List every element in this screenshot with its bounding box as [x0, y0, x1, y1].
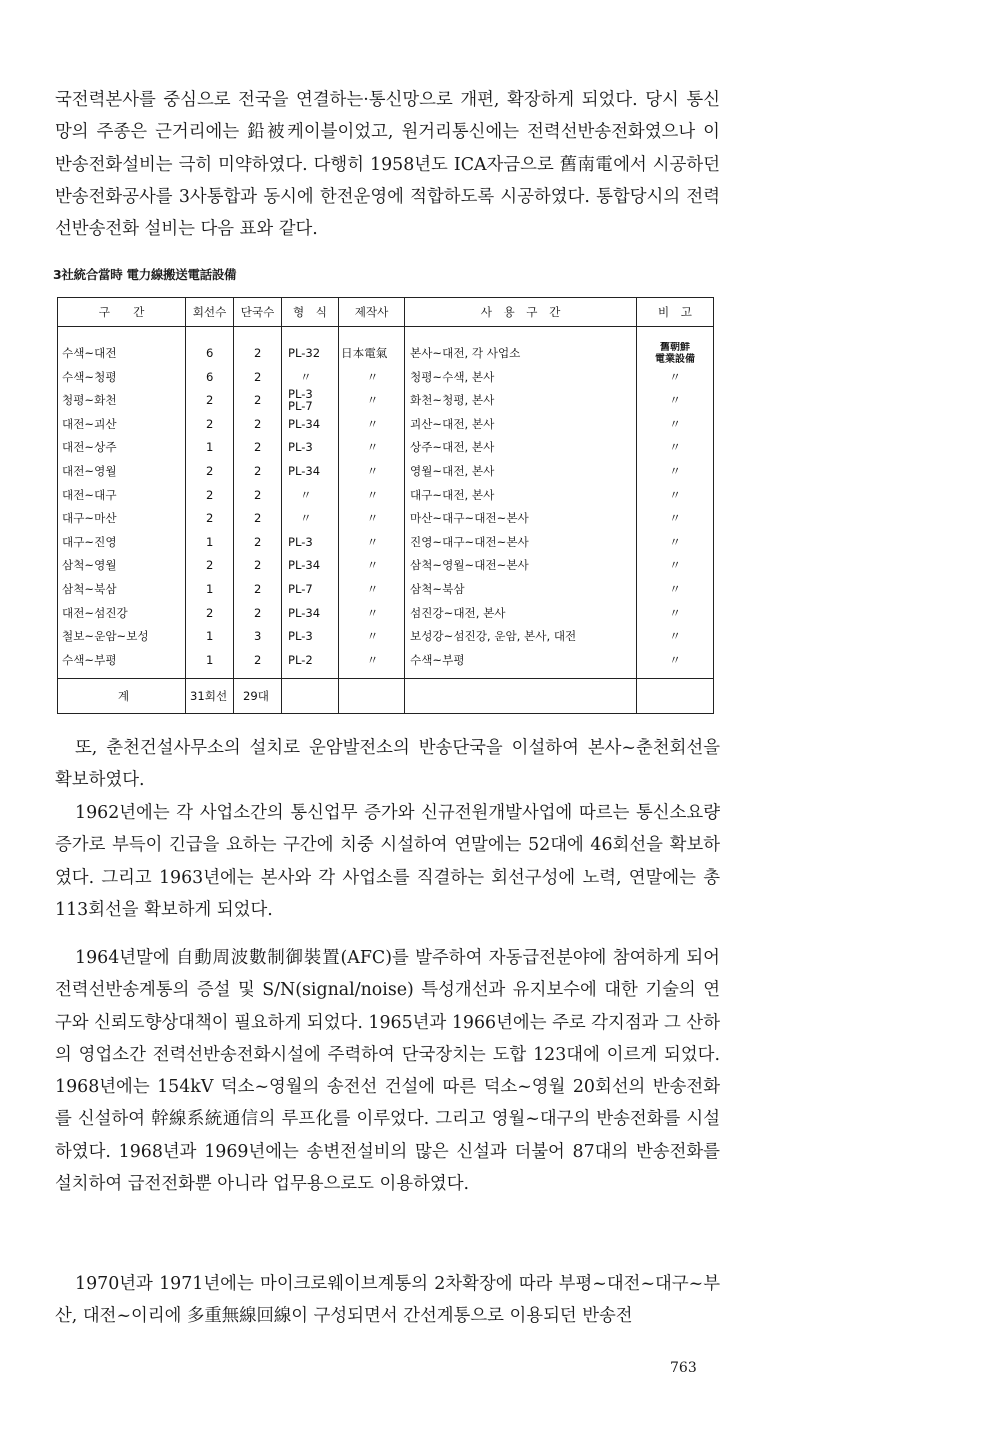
maker-cell: 〃: [366, 652, 379, 667]
remark-cell: 〃: [669, 393, 681, 408]
section-cell: 청평~화천: [62, 393, 117, 408]
total-usage-empty: [405, 679, 637, 714]
type-cell-line: PL-3: [288, 389, 313, 402]
terminals-cell: 3: [254, 629, 262, 644]
remark-cell: 〃: [669, 605, 681, 620]
remark-cell: 〃: [669, 629, 681, 644]
section-cell: 대구~진영: [62, 534, 117, 549]
maker-cell: 〃: [366, 416, 379, 431]
remark-cell: 〃: [669, 369, 681, 384]
page-number: 763: [670, 1360, 697, 1376]
circuits-cell: 2: [206, 463, 214, 478]
usage-cell: 화천~청평, 본사: [410, 393, 495, 408]
usage-cell: 대구~대전, 본사: [410, 487, 495, 502]
type-cell: PL-34: [288, 605, 321, 620]
maker-cell: 日本電氣: [341, 346, 388, 360]
type-cell: PL-2: [288, 652, 313, 667]
section-cell: 철보~운암~보성: [62, 629, 149, 644]
usage-cell: 삼척~영월~대전~본사: [410, 558, 529, 573]
paragraph: 1964년말에 自動周波數制御裝置(AFC)를 발주하여 자동급전분야에 참여하게 되어 전력선반송계통의 증설 및 S/N(signal/noise) 특성개선과 유지보수에 대한 기술의 연구와 신뢰도향상대책이 필요하게 되었다. 1965년과 1966년에는 주로 각지점과 그 산하의 영업소간 전력선반송전화시설에 주력하여 단국장치는 도합 123대에 이르게 되었다. 1968년에는 154kV 덕소~영월의 송전선 건설에 따른 덕소~영월 20회선의 반송전화를 신설하여 幹線系統通信의 루프化를 이루었다. 그리고 영월~대구의 반송전화를 시설하였다. 1968년과 1969년에는 송변전설비의 많은 신설과 더불어 87대의 반송전화를 설치하여 급전전화뿐 아니라 업무용으로도 이용하였다.: [55, 948, 720, 1195]
header-maker: 제작사: [339, 298, 405, 327]
usage-cell: 청평~수색, 본사: [410, 369, 495, 384]
section-cell: 대전~영월: [62, 463, 117, 478]
terminals-cell: 2: [254, 511, 262, 526]
remarks-column: [637, 327, 714, 679]
section-cell: 수색~청평: [62, 369, 117, 384]
type-cell: PL-34: [288, 463, 321, 478]
terminals-cell: 2: [254, 393, 262, 408]
section-cell: 수색~부평: [62, 652, 117, 667]
maker-cell: 〃: [366, 511, 379, 526]
total-circuits: 31회선: [186, 679, 234, 714]
maker-cell: 〃: [366, 487, 379, 502]
terminals-cell: 2: [254, 463, 262, 478]
terminals-cell: 2: [254, 416, 262, 431]
terminals-cell: 2: [254, 581, 262, 596]
maker-cell: 〃: [366, 534, 379, 549]
header-section: 구 간: [58, 298, 186, 327]
paragraph: 또, 춘천건설사무소의 설치로 운암발전소의 반송단국을 이설하여 본사~춘천회선을 확보하였다.: [55, 738, 720, 791]
table-body-row: [58, 327, 714, 679]
type-cell: PL-7: [288, 581, 313, 596]
table-total-row: [58, 679, 714, 714]
usage-cell: 상주~대전, 본사: [410, 440, 495, 455]
type-cell: 〃: [300, 511, 312, 526]
section-cell: 대전~대구: [62, 487, 117, 502]
remark-line: 舊朝鮮: [660, 342, 690, 353]
circuits-cell: 2: [206, 558, 214, 573]
terminals-cell: 2: [254, 534, 262, 549]
header-terminals: 단국수: [234, 298, 282, 327]
type-cell: PL-3: [288, 629, 313, 644]
total-remarks-empty: [637, 679, 714, 714]
remark-cell: 〃: [669, 534, 681, 549]
paragraph: 1962년에는 각 사업소간의 통신업무 증가와 신규전원개발사업에 따르는 통신소요량증가로 부득이 긴급을 요하는 구간에 치중 시설하여 연말에는 52대에 46회선을 확보하였다. 그리고 1963년에는 본사와 각 사업소를 직결하는 회선구성에 노력, 연말에는 총113회선을 확보하게 되었다.: [55, 803, 720, 920]
remark-cell: 〃: [669, 581, 681, 596]
section-column: [58, 327, 186, 679]
remark-cell: 〃: [669, 558, 681, 573]
usage-cell: 마산~대구~대전~본사: [410, 511, 529, 526]
type-cell: PL-3: [288, 534, 313, 549]
paragraph-continued: 국전력본사를 중심으로 전국을 연결하는·통신망으로 개편, 확장하게 되었다. 당시 통신망의 주종은 근거리에는 鉛被케이블이었고, 원거리통신에는 전력선반송전화였으나 이 반송전화설비는 극히 미약하였다. 다행히 1958년도 ICA자금으로 舊南電에서 시공하던 반송전화공사를 3사통합과 동시에 한전운영에 적합하도록 시공하였다. 통합당시의 전력선반송전화 설비는 다음 표와 같다.: [55, 90, 720, 240]
maker-cell: 〃: [366, 605, 379, 620]
usage-cell: 괴산~대전, 본사: [410, 416, 495, 431]
type-cell: PL-3: [288, 440, 313, 455]
section-cell: 삼척~영월: [62, 558, 117, 573]
section-cell: 대전~괴산: [62, 416, 117, 431]
carrier-telephone-equipment-table: [57, 297, 714, 714]
type-cell: PL-32: [288, 346, 321, 360]
section-cell: 대전~상주: [62, 440, 117, 455]
total-type-empty: [282, 679, 339, 714]
usage-cell: 수색~부평: [410, 652, 465, 667]
terminals-column: [234, 327, 282, 679]
type-cell: 〃: [300, 487, 312, 502]
section-cell: 대구~마산: [62, 511, 117, 526]
maker-cell: 〃: [366, 369, 379, 384]
section-cell: 수색~대전: [62, 346, 117, 360]
circuits-cell: 1: [206, 440, 214, 455]
section-cell: 대전~섬진강: [62, 605, 128, 620]
circuits-cell: 2: [206, 487, 214, 502]
header-circuits: 회선수: [186, 298, 234, 327]
terminals-cell: 2: [254, 369, 262, 384]
circuits-cell: 6: [206, 346, 214, 360]
type-cell: PL-34: [288, 558, 321, 573]
total-terminals: 29대: [234, 679, 282, 714]
circuits-cell: 2: [206, 393, 214, 408]
circuits-column: [186, 327, 234, 679]
terminals-cell: 2: [254, 487, 262, 502]
terminals-cell: 2: [254, 440, 262, 455]
type-cell: PL-34: [288, 416, 321, 431]
terminals-cell: 2: [254, 605, 262, 620]
circuits-cell: 2: [206, 605, 214, 620]
usage-cell: 섬진강~대전, 본사: [410, 605, 506, 620]
remark-cell: 〃: [669, 463, 681, 478]
type-column: [282, 327, 339, 679]
usage-cell: 본사~대전, 각 사업소: [410, 346, 521, 360]
maker-cell: 〃: [366, 440, 379, 455]
terminals-cell: 2: [254, 346, 262, 360]
circuits-cell: 2: [206, 416, 214, 431]
remark-line: 電業設備: [655, 353, 695, 365]
terminals-cell: 2: [254, 652, 262, 667]
circuits-cell: 1: [206, 629, 214, 644]
total-label: 계: [58, 679, 186, 714]
header-remarks: 비 고: [637, 298, 714, 327]
maker-cell: 〃: [366, 463, 379, 478]
remark-cell: 〃: [669, 511, 681, 526]
circuits-cell: 1: [206, 581, 214, 596]
table-header-row: [58, 298, 714, 327]
remark-cell: 〃: [669, 440, 681, 455]
remark-cell: 〃: [669, 652, 681, 667]
remark-cell: 〃: [669, 416, 681, 431]
type-cell-line: PL-7: [288, 398, 313, 413]
type-cell-double: [288, 389, 338, 413]
remark-cell: 〃: [669, 487, 681, 502]
type-cell: 〃: [300, 369, 312, 384]
table-caption: 3社統合當時 電力線搬送電話設備: [53, 267, 237, 282]
header-usage: 사 용 구 간: [405, 298, 637, 327]
maker-cell: 〃: [366, 558, 379, 573]
paragraph: 1970년과 1971년에는 마이크로웨이브계통의 2차확장에 따라 부평~대전~대구~부산, 대전~이리에 多重無線回線이 구성되면서 간선계통으로 이용되던 반송전: [55, 1274, 720, 1327]
usage-column: [405, 327, 637, 679]
usage-cell: 삼척~북삼: [410, 581, 465, 596]
maker-cell: 〃: [366, 629, 379, 644]
usage-cell: 영월~대전, 본사: [410, 463, 495, 478]
header-type: 형 식: [282, 298, 339, 327]
total-maker-empty: [339, 679, 405, 714]
circuits-cell: 2: [206, 511, 214, 526]
remark-cell-first: [637, 342, 713, 366]
circuits-cell: 1: [206, 652, 214, 667]
maker-column: [339, 327, 405, 679]
usage-cell: 보성강~섬진강, 운암, 본사, 대전: [410, 629, 577, 644]
maker-cell: 〃: [366, 393, 379, 408]
maker-cell: 〃: [366, 581, 379, 596]
circuits-cell: 6: [206, 369, 214, 384]
terminals-cell: 2: [254, 558, 262, 573]
circuits-cell: 1: [206, 534, 214, 549]
usage-cell: 진영~대구~대전~본사: [410, 534, 529, 549]
section-cell: 삼척~북삼: [62, 581, 117, 596]
